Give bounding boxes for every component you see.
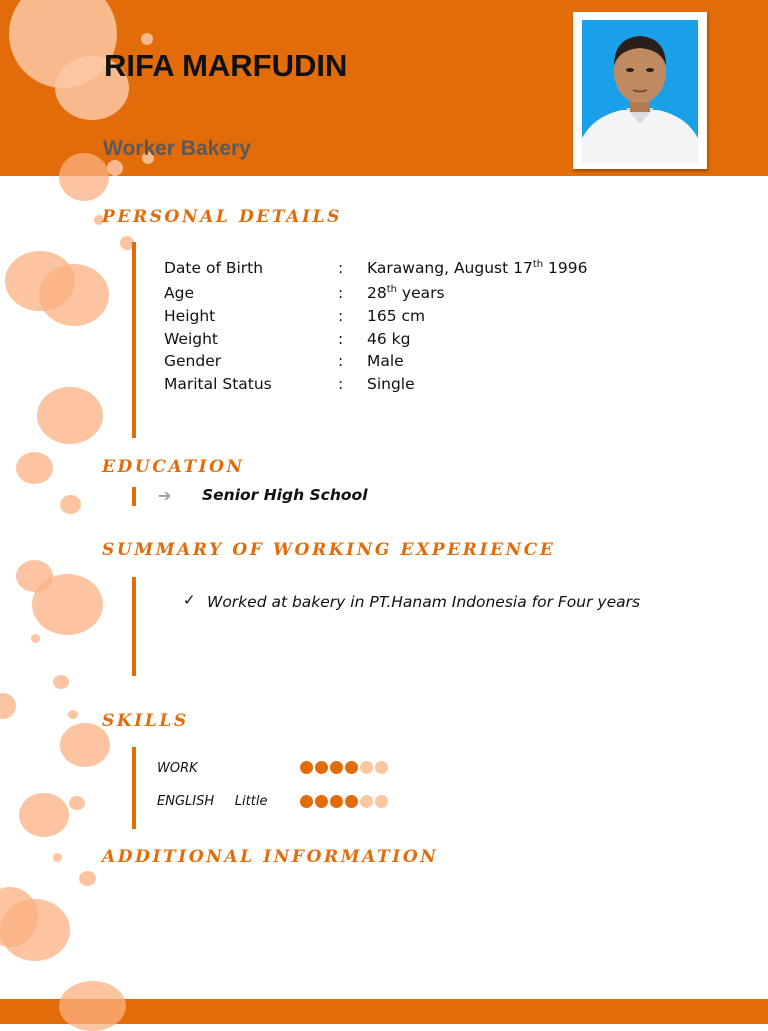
decorative-bubble <box>16 452 53 484</box>
rating-dot-filled <box>300 795 313 808</box>
detail-label: Height <box>164 307 216 325</box>
decorative-bubble <box>39 264 109 326</box>
detail-colon: : <box>338 284 344 302</box>
skill-name-english: ENGLISH Little <box>157 794 268 809</box>
decorative-bubble <box>0 899 70 961</box>
additional-information-heading: ADDITIONAL INFORMATION <box>102 847 439 867</box>
detail-colon: : <box>338 352 344 370</box>
detail-colon: : <box>338 259 344 277</box>
rating-dot-empty <box>360 761 373 774</box>
job-title: Worker Bakery <box>103 137 251 160</box>
decorative-bubble <box>19 793 69 837</box>
decorative-bubble <box>141 33 153 45</box>
rating-dot-filled <box>315 761 328 774</box>
education-item: Senior High School <box>202 486 368 504</box>
profile-photo <box>582 20 698 163</box>
rating-dot-filled <box>300 761 313 774</box>
decorative-bubble <box>53 675 69 689</box>
section-divider-bar <box>132 577 136 676</box>
detail-label: Weight <box>164 330 219 348</box>
education-heading: EDUCATION <box>102 457 245 477</box>
experience-item: Worked at bakery in PT.Hanam Indonesia for Four years <box>207 593 641 611</box>
detail-value: Single <box>367 375 415 393</box>
decorative-bubble <box>53 853 62 862</box>
detail-label: Date of Birth <box>164 259 264 277</box>
section-divider-bar <box>132 487 136 506</box>
checkmark-icon: ✓ <box>183 591 196 609</box>
detail-colon: : <box>338 375 344 393</box>
decorative-bubble <box>60 495 81 514</box>
rating-dot-empty <box>375 761 388 774</box>
detail-label: Gender <box>164 352 222 370</box>
detail-value: Karawang, August 17th 1996 <box>367 259 588 278</box>
detail-label: Marital Status <box>164 375 272 393</box>
decorative-bubble <box>31 634 40 643</box>
decorative-bubble <box>37 387 103 444</box>
rating-dot-empty <box>375 795 388 808</box>
candidate-name: RIFA MARFUDIN <box>104 48 348 83</box>
section-divider-bar <box>132 242 136 438</box>
profile-photo-frame <box>573 12 707 169</box>
detail-value: Male <box>367 352 404 370</box>
detail-label: Age <box>164 284 194 302</box>
arrow-right-icon: ➔ <box>158 486 172 505</box>
person-portrait-icon <box>582 20 698 163</box>
detail-colon: : <box>338 330 344 348</box>
decorative-bubble <box>68 710 78 719</box>
rating-dot-filled <box>315 795 328 808</box>
decorative-bubble <box>107 160 123 176</box>
skills-heading: SKILLS <box>102 711 189 731</box>
rating-dot-empty <box>360 795 373 808</box>
personal-details-heading: PERSONAL DETAILS <box>102 207 342 227</box>
detail-colon: : <box>338 307 344 325</box>
detail-value: 165 cm <box>367 307 426 325</box>
detail-value: 28th years <box>367 284 445 303</box>
detail-value: 46 kg <box>367 330 411 348</box>
rating-dot-filled <box>330 761 343 774</box>
decorative-bubble <box>79 871 96 886</box>
decorative-bubble <box>0 693 16 719</box>
decorative-bubble <box>32 574 103 635</box>
decorative-bubble <box>69 796 85 810</box>
experience-heading: SUMMARY OF WORKING EXPERIENCE <box>102 540 556 560</box>
rating-dot-filled <box>345 761 358 774</box>
rating-dot-filled <box>345 795 358 808</box>
decorative-bubble <box>59 153 109 201</box>
skill-name-work: WORK <box>157 761 198 776</box>
section-divider-bar <box>132 747 136 829</box>
rating-dot-filled <box>330 795 343 808</box>
